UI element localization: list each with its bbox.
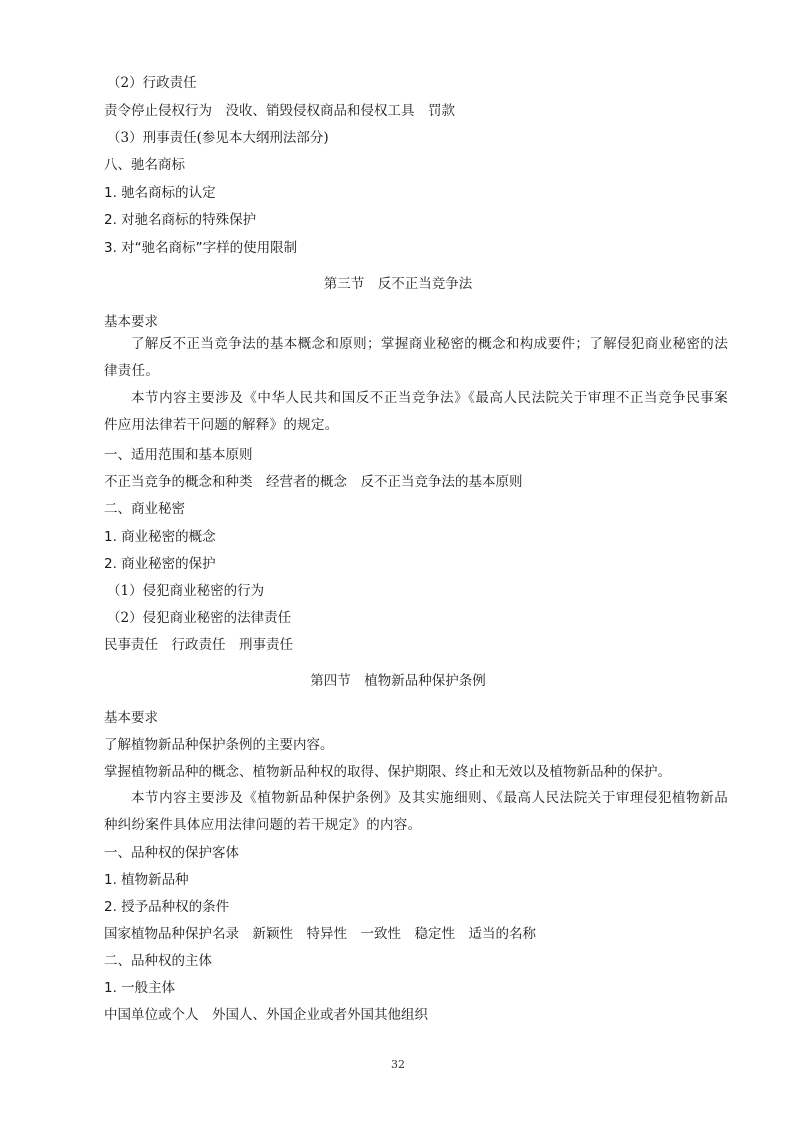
admin-liability-measures: 责令停止侵权行为 没收、销毁侵权商品和侵权工具 罚款 bbox=[104, 103, 455, 119]
section-4-heading-1: 一、品种权的保护客体 bbox=[104, 845, 239, 861]
section-3-heading-2: 二、商业秘密 bbox=[104, 501, 185, 517]
section-4-requirement-1: 了解植物新品种保护条例的主要内容。 bbox=[104, 737, 334, 753]
trade-secret-subitem-2: （2）侵犯商业秘密的法律责任 bbox=[107, 610, 292, 626]
well-known-trademark-heading: 八、驰名商标 bbox=[104, 157, 185, 173]
section-4-title: 第四节 植物新品种保护条例 bbox=[310, 673, 486, 689]
criminal-liability-heading: （3）刑事责任(参见本大纲刑法部分) bbox=[107, 130, 329, 146]
section-4-requirement-2: 掌握植物新品种的概念、植物新品种权的取得、保护期限、终止和无效以及植物新品种的保护。 bbox=[104, 764, 671, 780]
plant-variety-item-1: 1. 植物新品种 bbox=[104, 872, 189, 888]
section-3-requirements-heading: 基本要求 bbox=[104, 314, 158, 330]
trade-secret-item-2: 2. 商业秘密的保护 bbox=[104, 556, 216, 572]
trade-secret-subitem-1: （1）侵犯商业秘密的行为 bbox=[107, 583, 265, 599]
trade-secret-liability-items: 民事责任 行政责任 刑事责任 bbox=[104, 637, 293, 653]
well-known-item-3: 3. 对“驰名商标”字样的使用限制 bbox=[104, 240, 298, 256]
trade-secret-item-1: 1. 商业秘密的概念 bbox=[104, 529, 216, 545]
well-known-item-2: 2. 对驰名商标的特殊保护 bbox=[104, 212, 257, 228]
section-4-requirements-heading: 基本要求 bbox=[104, 710, 158, 726]
rights-holder-items: 中国单位或个人 外国人、外国企业或者外国其他组织 bbox=[104, 1007, 428, 1023]
section-3-heading-1-items: 不正当竞争的概念和种类 经营者的概念 反不正当竞争法的基本原则 bbox=[104, 474, 523, 490]
rights-holder-item-1: 1. 一般主体 bbox=[104, 980, 176, 996]
section-3-scope-text: 本节内容主要涉及《中华人民共和国反不正当竞争法》《最高人民法院关于审理不正当竞争民事案件应用法律若干问题的解释》的规定。 bbox=[104, 390, 728, 433]
plant-variety-conditions: 国家植物品种保护名录 新颖性 特异性 一致性 稳定性 适当的名称 bbox=[104, 926, 536, 942]
admin-liability-heading: （2）行政责任 bbox=[107, 75, 197, 91]
section-3-title: 第三节 反不正当竞争法 bbox=[323, 276, 473, 292]
page-number: 32 bbox=[391, 1058, 405, 1071]
section-3-heading-1: 一、适用范围和基本原则 bbox=[104, 447, 253, 463]
section-4-scope-text: 本节内容主要涉及《植物新品种保护条例》及其实施细则、《最高人民法院关于审理侵犯植物新品种纠纷案件具体应用法律问题的若干规定》的内容。 bbox=[104, 790, 728, 833]
plant-variety-item-2: 2. 授予品种权的条件 bbox=[104, 899, 230, 915]
section-3-requirements-text: 了解反不正当竞争法的基本概念和原则；掌握商业秘密的概念和构成要件；了解侵犯商业秘密的法律责任。 bbox=[104, 336, 728, 379]
well-known-item-1: 1. 驰名商标的认定 bbox=[104, 185, 216, 201]
section-4-heading-2: 二、品种权的主体 bbox=[104, 953, 212, 969]
